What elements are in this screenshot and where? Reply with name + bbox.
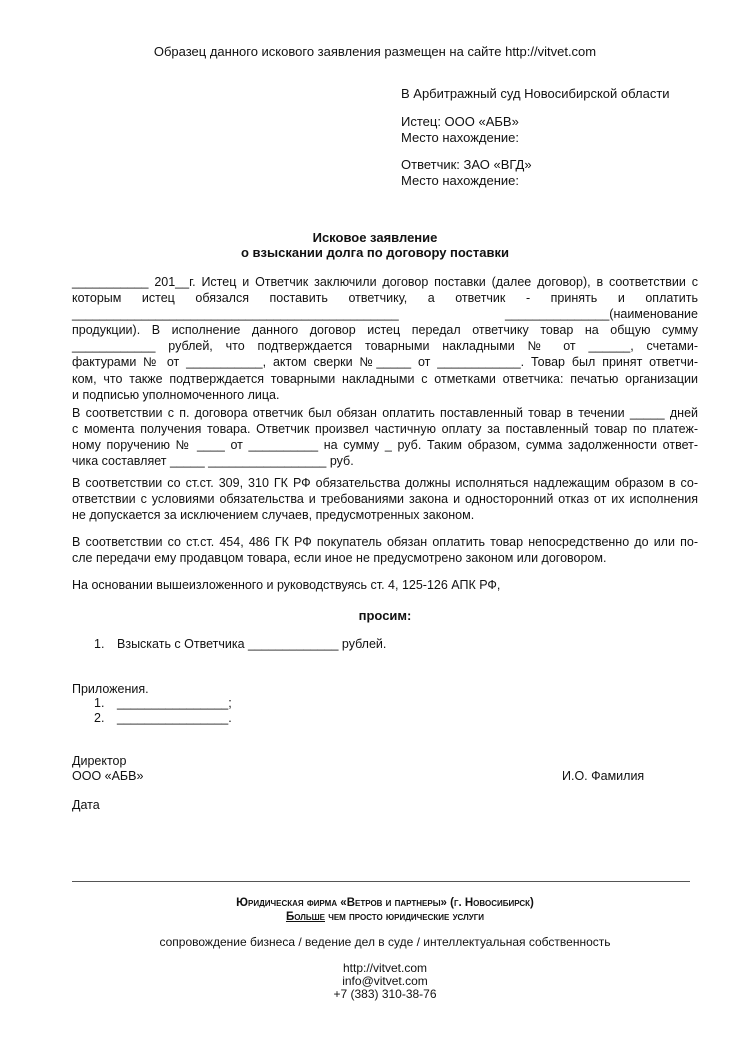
- signature-org: ООО «АБВ»: [72, 769, 144, 783]
- attachment-item: ________________;: [117, 696, 232, 710]
- title-line-2: о взыскании долга по договору поставки: [241, 245, 509, 260]
- text-line: продукции). В исполнение данного договор истец передал ответчику товар на общую сумму: [72, 323, 698, 338]
- footer-services: сопровождение бизнеса / ведение дел в суде / интеллектуальная собственность: [159, 935, 611, 949]
- text-line: которым истец обязался поставить ответчику, а ответчик - принять и оплатить: [72, 291, 698, 306]
- text-line: и подписью уполномоченного лица.: [72, 387, 280, 402]
- footer-divider: [72, 881, 690, 882]
- paragraph-obligations: [72, 475, 698, 523]
- plaintiff-line: Истец: ООО «АБВ»: [401, 114, 519, 129]
- text-line: фактурами № от ___________, актом сверки №_____ от ____________. Товар был принят ответчи-: [72, 355, 698, 370]
- footer-email-link[interactable]: info@vitvet.com: [342, 974, 428, 988]
- text-line: ответствии с условиями обязательства и требованиями закона и односторонний отказ от их исполнения: [72, 492, 698, 507]
- text-line: не допускается за исключением случаев, предусмотренных законом.: [72, 508, 475, 523]
- court-name: В Арбитражный суд Новосибирской области: [401, 86, 670, 101]
- attachment-number: 1.: [94, 696, 105, 710]
- request-item: Взыскать с Ответчика _____________ рублей.: [117, 637, 387, 651]
- defendant-line: Ответчик: ЗАО «ВГД»: [401, 157, 532, 172]
- footer-slogan: [0, 910, 750, 925]
- date-label: Дата: [72, 798, 100, 812]
- text-line: с момента получения товара. Ответчик произвел частичную оплату за поставленный товар по платеж-: [72, 422, 698, 437]
- title-line-1: Исковое заявление: [312, 230, 438, 245]
- text-line: В соответствии со ст.ст. 454, 486 ГК РФ покупатель обязан оплатить товар непосредственно до или по-: [72, 535, 698, 549]
- footer-website-link[interactable]: http://vitvet.com: [342, 961, 428, 975]
- text-line: сле передачи ему продавцом товара, если иное не предусмотрено законом или договором.: [72, 551, 607, 566]
- defendant-location: Место нахождение:: [401, 173, 519, 188]
- text-line: На основании вышеизложенного и руководствуясь ст. 4, 125-126 АПК РФ,: [72, 578, 501, 592]
- footer-phone: +7 (383) 310-38-76: [333, 987, 437, 1001]
- paragraph-buyer: [72, 534, 698, 566]
- request-heading: просим:: [358, 608, 412, 623]
- footer-slogan-emphasis: Больше: [285, 911, 325, 923]
- signature-name: И.О. Фамилия: [562, 769, 645, 783]
- paragraph-basis: [72, 577, 698, 593]
- signature-position: Директор: [72, 754, 127, 768]
- request-item-number: 1.: [94, 637, 105, 651]
- text-line: ком, что также подтверждается товарными накладными с отметками ответчика: печатью организации: [72, 371, 698, 386]
- text-line: ___________ 201__г. Истец и Ответчик заключили договор поставки (далее договор), в соответствии с: [72, 275, 698, 289]
- paragraph-payment: [72, 405, 698, 469]
- footer-firm-name: Юридическая фирма «Ветров и партнеры» (г. Новосибирск): [236, 897, 534, 909]
- text-line: В соответствии с п. договора ответчик был обязан оплатить поставленный товар в течении _____ дней: [72, 406, 698, 420]
- text-line: _______________________________________________ _______________(наименование: [72, 307, 698, 322]
- header-notice: Образец данного искового заявления размещен на сайте http://vitvet.com: [153, 44, 597, 59]
- text-line: чика составляет _____ _________________ руб.: [72, 454, 354, 469]
- attachment-number: 2.: [94, 711, 105, 725]
- text-line: ному поручению № ____ от __________ на сумму _ руб. Таким образом, сумма задолженности ответ-: [72, 438, 698, 453]
- attachment-item: ________________.: [117, 711, 232, 725]
- text-line: В соответствии со ст.ст. 309, 310 ГК РФ обязательства должны исполняться надлежащим образом в со-: [72, 476, 698, 490]
- paragraph-contract: [72, 274, 698, 403]
- plaintiff-location: Место нахождение:: [401, 130, 519, 145]
- text-line: ____________ рублей, что подтверждается товарными накладными № от ______, счетами-: [72, 339, 698, 354]
- footer-slogan-rest: чем просто юридические услуги: [325, 911, 485, 923]
- attachments-heading: Приложения.: [72, 682, 149, 696]
